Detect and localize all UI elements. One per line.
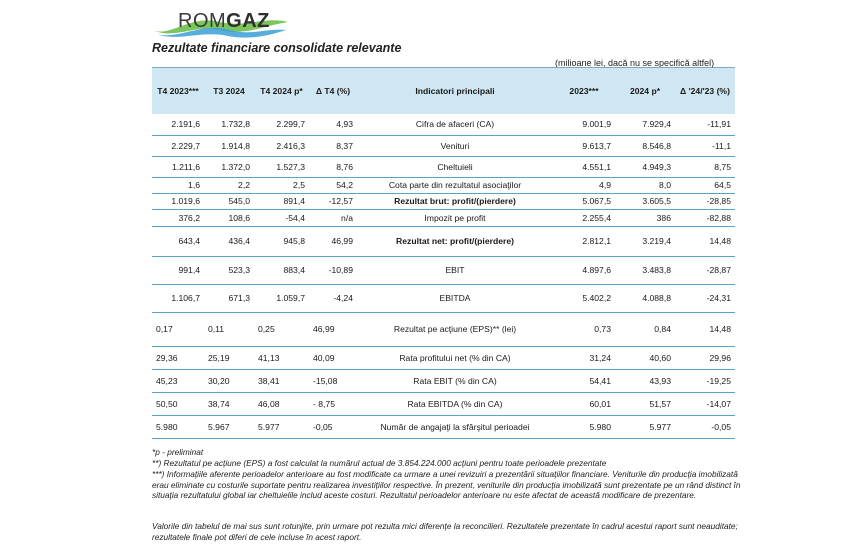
cell-2024: 3.483,8 — [615, 256, 675, 284]
cell-delta-q4: -12,57 — [309, 193, 357, 209]
cell-q4-2023: 50,50 — [152, 392, 204, 415]
cell-indicator: Rezultat brut: profit/(pierdere) — [357, 193, 553, 209]
cell-q3-2024: 38,74 — [204, 392, 254, 415]
cell-delta-q4: -4,24 — [309, 284, 357, 312]
cell-indicator: Cheltuieli — [357, 156, 553, 177]
cell-delta-year: -11,91 — [675, 114, 735, 135]
cell-2024: 0,84 — [615, 312, 675, 346]
cell-indicator: Număr de angajaţi la sfârşitul perioadei — [357, 415, 553, 438]
cell-q4-2024: 1.059,7 — [254, 284, 309, 312]
cell-2023: 2.255,4 — [553, 209, 615, 226]
cell-q3-2024: 545,0 — [204, 193, 254, 209]
header-delta-year: Δ '24/'23 (%) — [675, 68, 735, 115]
cell-q4-2024: 5.977 — [254, 415, 309, 438]
header-q4-2023: T4 2023*** — [152, 68, 204, 115]
cell-2023: 9.613,7 — [553, 135, 615, 156]
cell-q4-2024: 2.416,3 — [254, 135, 309, 156]
cell-delta-year: -14,07 — [675, 392, 735, 415]
header-q4-2024: T4 2024 p* — [254, 68, 309, 115]
cell-2023: 4.897,6 — [553, 256, 615, 284]
cell-q4-2024: 38,41 — [254, 369, 309, 392]
cell-delta-q4: 54,2 — [309, 177, 357, 193]
table-row — [152, 156, 735, 177]
cell-delta-year: 8,75 — [675, 156, 735, 177]
cell-indicator: Rata EBIT (% din CA) — [357, 369, 553, 392]
cell-2024: 7.929,4 — [615, 114, 675, 135]
cell-2023: 4.551,1 — [553, 156, 615, 177]
cell-q3-2024: 2,2 — [204, 177, 254, 193]
cell-delta-year: -28,87 — [675, 256, 735, 284]
cell-delta-year: 29,96 — [675, 346, 735, 369]
cell-indicator: Cifra de afaceri (CA) — [357, 114, 553, 135]
cell-indicator: Impozit pe profit — [357, 209, 553, 226]
cell-2024: 5.977 — [615, 415, 675, 438]
unit-note: (milioane lei, dacă nu se specifică altfel) — [555, 58, 715, 68]
table-row — [152, 369, 735, 392]
cell-delta-q4: 8,37 — [309, 135, 357, 156]
cell-delta-year: 64,5 — [675, 177, 735, 193]
cell-delta-q4: 8,76 — [309, 156, 357, 177]
header-indicator: Indicatori principali — [357, 68, 553, 115]
cell-delta-q4: -15,08 — [309, 369, 357, 392]
cell-q4-2024: 2,5 — [254, 177, 309, 193]
cell-q4-2023: 2.191,6 — [152, 114, 204, 135]
footnote-preliminary: *p - preliminat — [152, 447, 204, 457]
cell-2024: 4.949,3 — [615, 156, 675, 177]
table-row — [152, 177, 735, 193]
cell-2023: 60,01 — [553, 392, 615, 415]
cell-q4-2023: 5.980 — [152, 415, 204, 438]
cell-q4-2024: 1.527,3 — [254, 156, 309, 177]
cell-2023: 0,73 — [553, 312, 615, 346]
table-row — [152, 346, 735, 369]
cell-delta-q4: 46,99 — [309, 312, 357, 346]
cell-delta-year: -28,85 — [675, 193, 735, 209]
cell-delta-year: -19,25 — [675, 369, 735, 392]
cell-delta-q4: 40,09 — [309, 346, 357, 369]
cell-2024: 3.219,4 — [615, 226, 675, 256]
footnote-rounding: Valorile din tabelul de mai sus sunt rotunjite, prin urmare pot rezulta mici diferenţe la reconcilieri. Rezultatele prezentate în cadrul acestui raport sunt neauditate; rezultatele finale pot diferi de cele incluse în acest raport. — [152, 521, 738, 542]
table-row — [152, 284, 735, 312]
cell-q4-2023: 1.211,6 — [152, 156, 204, 177]
table-row — [152, 135, 735, 156]
cell-q4-2024: 46,08 — [254, 392, 309, 415]
cell-2023: 31,24 — [553, 346, 615, 369]
cell-indicator: Rezultat net: profit/(pierdere) — [357, 226, 553, 256]
footnote-eps: **) Rezultatul pe acţiune (EPS) a fost calculat la numărul actual de 3.854.224.000 acţiuni pentru toate perioadele prezentate — [152, 458, 607, 468]
cell-delta-year: -0,05 — [675, 415, 735, 438]
cell-2023: 54,41 — [553, 369, 615, 392]
cell-q4-2024: 2.299,7 — [254, 114, 309, 135]
table-row — [152, 312, 735, 346]
cell-q4-2023: 1.019,6 — [152, 193, 204, 209]
cell-indicator: Rezultat pe acţiune (EPS)** (lei) — [357, 312, 553, 346]
cell-q3-2024: 5.967 — [204, 415, 254, 438]
cell-2024: 51,57 — [615, 392, 675, 415]
cell-q3-2024: 523,3 — [204, 256, 254, 284]
cell-delta-q4: -10,89 — [309, 256, 357, 284]
cell-2024: 43,93 — [615, 369, 675, 392]
cell-q4-2024: 945,8 — [254, 226, 309, 256]
cell-2024: 4.088,8 — [615, 284, 675, 312]
cell-q3-2024: 671,3 — [204, 284, 254, 312]
table-row — [152, 226, 735, 256]
cell-delta-q4: 4,93 — [309, 114, 357, 135]
header-2024: 2024 p* — [615, 68, 675, 115]
cell-indicator: Rata EBITDA (% din CA) — [357, 392, 553, 415]
cell-q3-2024: 436,4 — [204, 226, 254, 256]
header-delta-q4: Δ T4 (%) — [309, 68, 357, 115]
cell-q4-2023: 643,4 — [152, 226, 204, 256]
cell-2024: 8.546,8 — [615, 135, 675, 156]
cell-q3-2024: 0,11 — [204, 312, 254, 346]
cell-q4-2024: 891,4 — [254, 193, 309, 209]
cell-q4-2023: 1,6 — [152, 177, 204, 193]
cell-delta-q4: n/a — [309, 209, 357, 226]
table-row — [152, 256, 735, 284]
header-q3-2024: T3 2024 — [204, 68, 254, 115]
logo-wordmark: ROMGAZ — [178, 10, 270, 32]
cell-q3-2024: 1.372,0 — [204, 156, 254, 177]
cell-delta-year: -24,31 — [675, 284, 735, 312]
cell-q4-2024: 41,13 — [254, 346, 309, 369]
cell-delta-q4: -0,05 — [309, 415, 357, 438]
cell-q4-2023: 991,4 — [152, 256, 204, 284]
cell-indicator: EBIT — [357, 256, 553, 284]
cell-q3-2024: 30,20 — [204, 369, 254, 392]
cell-delta-q4: 46,99 — [309, 226, 357, 256]
cell-q4-2024: -54,4 — [254, 209, 309, 226]
table-row — [152, 209, 735, 226]
cell-delta-year: 14,48 — [675, 312, 735, 346]
table-row — [152, 114, 735, 135]
cell-delta-year: -11,1 — [675, 135, 735, 156]
cell-q3-2024: 25,19 — [204, 346, 254, 369]
cell-2024: 8,0 — [615, 177, 675, 193]
cell-q4-2023: 1.106,7 — [152, 284, 204, 312]
cell-2023: 5.067,5 — [553, 193, 615, 209]
cell-2023: 5.980 — [553, 415, 615, 438]
cell-2023: 4,9 — [553, 177, 615, 193]
cell-q4-2024: 0,25 — [254, 312, 309, 346]
cell-2024: 40,60 — [615, 346, 675, 369]
cell-q4-2024: 883,4 — [254, 256, 309, 284]
cell-2024: 3.605,5 — [615, 193, 675, 209]
cell-delta-q4: - 8,75 — [309, 392, 357, 415]
page-title: Rezultate financiare consolidate relevante — [152, 41, 402, 55]
cell-indicator: Rata profitului net (% din CA) — [357, 346, 553, 369]
table-row — [152, 193, 735, 209]
cell-indicator: EBITDA — [357, 284, 553, 312]
cell-q4-2023: 45,23 — [152, 369, 204, 392]
cell-2024: 386 — [615, 209, 675, 226]
cell-2023: 5.402,2 — [553, 284, 615, 312]
cell-q4-2023: 29,36 — [152, 346, 204, 369]
cell-q3-2024: 108,6 — [204, 209, 254, 226]
table-row — [152, 392, 735, 415]
cell-2023: 9.001,9 — [553, 114, 615, 135]
cell-q4-2023: 376,2 — [152, 209, 204, 226]
cell-indicator: Cota parte din rezultatul asociaţilor — [357, 177, 553, 193]
header-2023: 2023*** — [553, 68, 615, 115]
cell-indicator: Venituri — [357, 135, 553, 156]
cell-delta-year: 14,48 — [675, 226, 735, 256]
table-row — [152, 415, 735, 438]
cell-q3-2024: 1.732,8 — [204, 114, 254, 135]
cell-q4-2023: 0,17 — [152, 312, 204, 346]
cell-2023: 2.812,1 — [553, 226, 615, 256]
financial-results-table — [152, 67, 735, 439]
cell-delta-year: -82,88 — [675, 209, 735, 226]
footnote-restatement: ***) Informaţiile aferente perioadelor anterioare au fost modificate ca urmare a unei revizuiri a prezentării situaţiilor financiare. Veniturile din producţia imobilizată erau eliminate cu costurile suportate pentru realizarea investiţiilor respective. În prezent, veniturile din producţia imobilizată sunt prezentate pe un rând distinct în situaţia rezultatului global iar cheltuielile includ aceste costuri. Rezultatul perioadelor anterioare nu este afectat de această modificare de prezentare. — [152, 469, 741, 500]
cell-q3-2024: 1.914,8 — [204, 135, 254, 156]
cell-q4-2023: 2.229,7 — [152, 135, 204, 156]
table-header-row — [152, 68, 735, 115]
